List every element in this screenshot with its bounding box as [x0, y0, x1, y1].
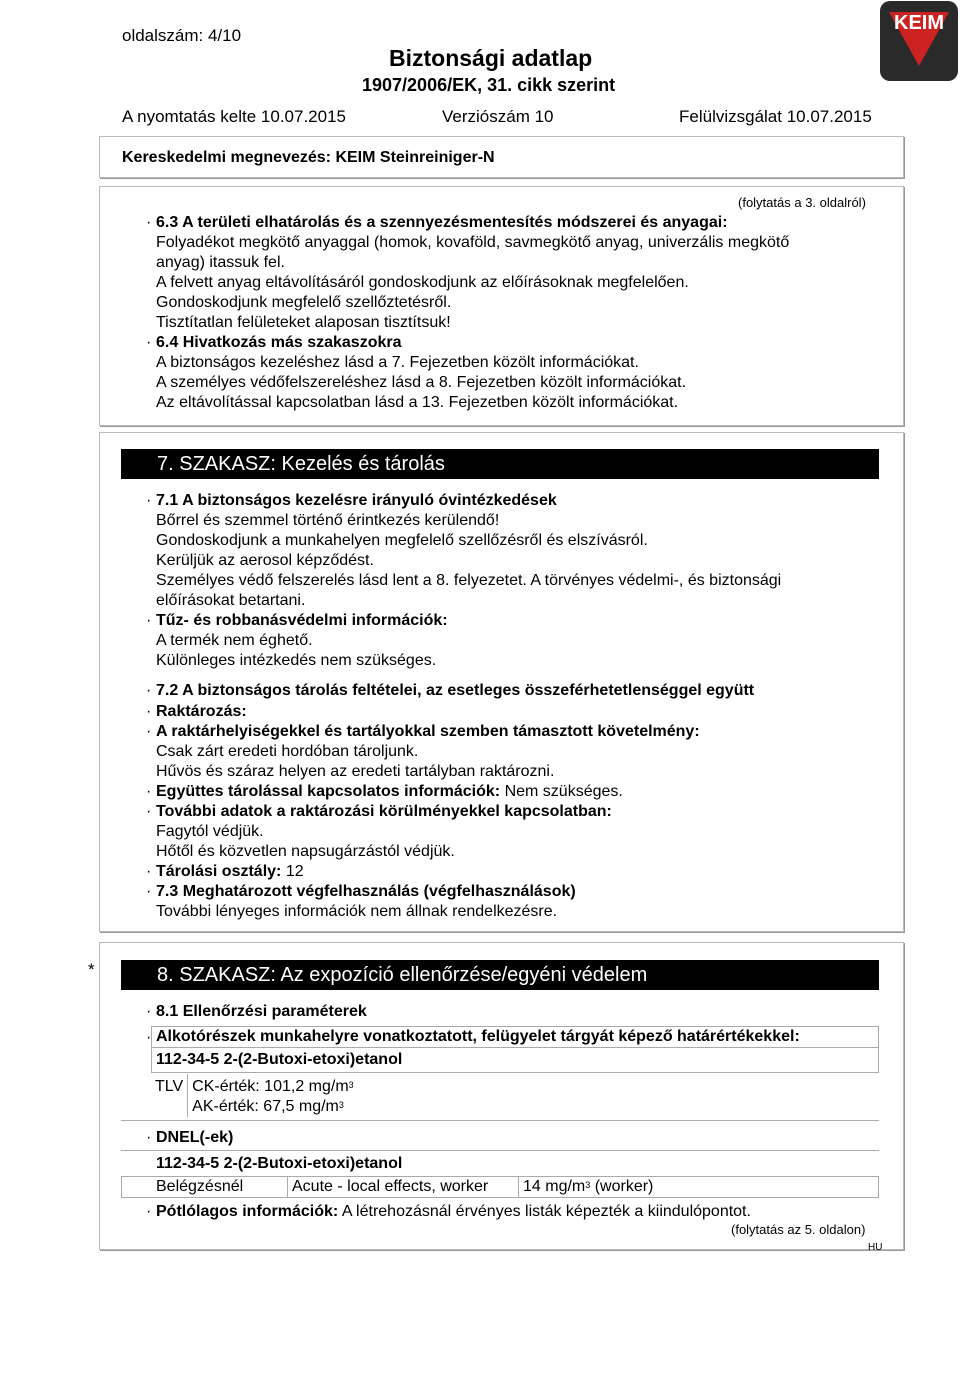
dnel-effect-cell: Acute - local effects, worker [288, 1177, 519, 1198]
heading-8-1-text: 8.1 Ellenőrzési paraméterek [156, 1003, 367, 1020]
bullet: · [146, 863, 152, 880]
storage-class-value: 12 [281, 863, 304, 880]
tlv-table [151, 1074, 358, 1117]
additional-info-value: A létrehozásnál érvényes listák képezték a kiindulópontot. [338, 1203, 751, 1220]
table-row [152, 1048, 879, 1073]
text-line: Hőtől és közvetlen napsugárzástól védjük. [156, 843, 455, 860]
ck-value-line [192, 1077, 354, 1097]
heading-further-storage: További adatok a raktározási körülményekkel kapcsolatban: [156, 803, 612, 820]
heading-6-3: 6.3 A területi elhatárolás és a szennyezésmentesítés módszerei és anyagai: [156, 214, 728, 231]
bullet: · [146, 612, 152, 629]
heading-6-4: 6.4 Hivatkozás más szakaszokra [156, 334, 402, 351]
continued-from: (folytatás a 3. oldalról) [738, 195, 866, 210]
table-row [152, 1027, 879, 1048]
bullet: · [146, 492, 152, 509]
heading-7-1: 7.1 A biztonságos kezelésre irányuló óvintézkedések [156, 492, 557, 509]
heading-storage: Raktározás: [156, 703, 247, 720]
svg-text:KEIM: KEIM [894, 12, 944, 34]
version-number: Verziószám 10 [442, 107, 554, 126]
bullet: · [146, 682, 152, 699]
bullet: · [146, 1203, 152, 1220]
bullet: · [146, 703, 152, 720]
text-line: Tisztítatlan felületeket alaposan tisztítsuk! [156, 314, 451, 331]
text-line: anyag) itassuk fel. [156, 254, 285, 271]
superscript: 3 [338, 1100, 344, 1110]
text-line: A felvett anyag eltávolításáról gondoskodjunk az előírásoknak megfelelően. [156, 274, 689, 291]
divider [121, 1120, 879, 1121]
limits-heading-cell: Alkotórészek munkahelyre vonatkoztatott, felügyelet tárgyát képező határértékekkel: [152, 1027, 879, 1048]
substance-cell: 112-34-5 2-(2-Butoxi-etoxi)etanol [152, 1048, 879, 1073]
superscript: 3 [585, 1180, 591, 1190]
bullet: · [146, 883, 152, 900]
joint-storage-value: Nem szükséges. [500, 783, 623, 800]
ak-value: AK-érték: 67,5 mg/m [192, 1098, 339, 1115]
bullet: · [146, 1003, 152, 1020]
bullet: · [146, 214, 152, 231]
limits-table [151, 1026, 879, 1073]
joint-storage-label: Együttes tárolással kapcsolatos információk: [156, 783, 501, 800]
dnel-value-cell [519, 1177, 879, 1198]
storage-class-label: Tárolási osztály: [156, 863, 282, 880]
text-line: Fagytól védjük. [156, 823, 264, 840]
additional-info-line [156, 1202, 751, 1222]
table-row [122, 1177, 879, 1198]
text-line: Hűvös és száraz helyen az eredeti tartályban raktározni. [156, 763, 555, 780]
dnel-value: 14 mg/m [523, 1178, 586, 1195]
additional-info-label: Pótlólagos információk: [156, 1203, 339, 1220]
page-number: oldalszám: 4/10 [122, 26, 242, 45]
print-date: A nyomtatás kelte 10.07.2015 [122, 107, 346, 126]
dnel-table [121, 1176, 879, 1198]
text-line: Különleges intézkedés nem szükséges. [156, 652, 437, 669]
heading-7-2: 7.2 A biztonságos tárolás feltételei, az esetleges összeférhetetlenséggel együtt [156, 682, 755, 699]
table-row [151, 1074, 358, 1117]
keim-logo [879, 0, 959, 82]
tlv-values-cell [188, 1074, 358, 1117]
divider [121, 1150, 879, 1151]
bullet: · [146, 723, 152, 740]
superscript: 3 [348, 1080, 354, 1090]
storage-class-line [156, 862, 304, 882]
continued-on: (folytatás az 5. oldalon) [731, 1222, 866, 1237]
tlv-label-cell: TLV [151, 1074, 188, 1117]
text-line: Csak zárt eredeti hordóban tároljunk. [156, 743, 419, 760]
heading-8-1 [156, 1002, 367, 1022]
language-code: HU [868, 1242, 883, 1253]
text-line: Gondoskodjunk a munkahelyen megfelelő szellőzésről és elszívásról. [156, 532, 648, 549]
substance-dnel: 112-34-5 2-(2-Butoxi-etoxi)etanol [156, 1155, 403, 1172]
bullet: · [146, 1029, 152, 1046]
text-line: További lényeges információk nem állnak rendelkezésre. [156, 903, 558, 920]
text-line: előírásokat betartani. [156, 592, 306, 609]
heading-dnel: DNEL(-ek) [156, 1129, 234, 1146]
ck-value: CK-érték: 101,2 mg/m [192, 1078, 349, 1095]
review-date: Felülvizsgálat 10.07.2015 [679, 107, 872, 126]
text-line: Személyes védő felszerelés lásd lent a 8. felyezetet. A törvényes védelmi-, és biztonsági [156, 572, 782, 589]
joint-storage-line [156, 782, 623, 802]
document-title: Biztonsági adatlap [389, 45, 593, 71]
text-line: Bőrrel és szemmel történő érintkezés kerülendő! [156, 512, 500, 529]
text-line: A személyes védőfelszereléshez lásd a 8. Fejezetben közölt információkat. [156, 374, 687, 391]
text-line: Kerüljük az aerosol képződést. [156, 552, 374, 569]
trade-name-box [99, 136, 904, 178]
trade-name: Kereskedelmi megnevezés: KEIM Steinreiniger-N [122, 149, 495, 166]
dnel-route-cell: Belégzésnél [122, 1177, 288, 1198]
section-8-heading: 8. SZAKASZ: Az expozíció ellenőrzése/egyéni védelem [121, 960, 879, 990]
text-line: A termék nem éghető. [156, 632, 313, 649]
bullet: · [146, 334, 152, 351]
text-line: Az eltávolítással kapcsolatban lásd a 13. Fejezetben közölt információkat. [156, 394, 679, 411]
heading-fire-protection: Tűz- és robbanásvédelmi információk: [156, 612, 448, 629]
text-line: Folyadékot megkötő anyaggal (homok, kovaföld, savmegkötő anyag, univerzális megkötő [156, 234, 790, 251]
bullet: · [146, 803, 152, 820]
document-subtitle: 1907/2006/EK, 31. cikk szerint [362, 75, 616, 95]
dnel-who: (worker) [590, 1178, 654, 1195]
heading-7-3: 7.3 Meghatározott végfelhasználás (végfelhasználások) [156, 883, 576, 900]
heading-storage-requirements: A raktárhelyiségekkel és tartályokkal szemben támasztott követelmény: [156, 723, 700, 740]
change-marker: * [88, 960, 95, 979]
ak-value-line [192, 1097, 354, 1117]
text-line: A biztonságos kezeléshez lásd a 7. Fejezetben közölt információkat. [156, 354, 639, 371]
section-7-heading: 7. SZAKASZ: Kezelés és tárolás [121, 449, 879, 479]
bullet: · [146, 1129, 152, 1146]
bullet: · [146, 783, 152, 800]
text-line: Gondoskodjunk megfelelő szellőztetésről. [156, 294, 452, 311]
